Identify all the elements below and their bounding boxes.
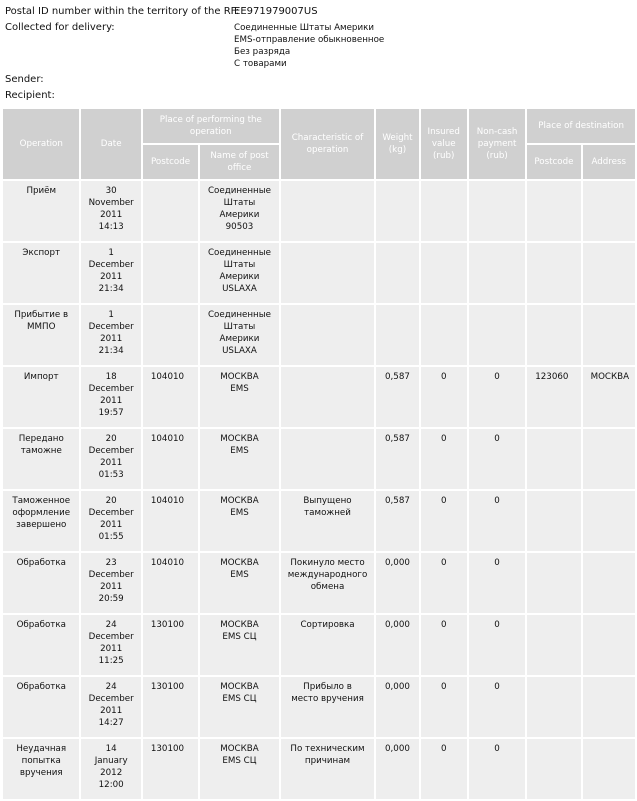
header-date: Date <box>81 109 140 179</box>
date-cell-line: 21:34 <box>98 346 124 356</box>
date-cell-line: 12:00 <box>98 780 124 790</box>
noncash-payment-cell: 0 <box>469 739 525 799</box>
date-cell-line: 24 <box>105 682 117 692</box>
date-cell-line: 23 <box>105 558 117 568</box>
post-office-cell <box>200 491 279 551</box>
date-cell-line: 20 <box>105 434 117 444</box>
postal-id-value: EE971979007US <box>234 6 318 17</box>
date-cell-line: 2011 <box>100 210 123 220</box>
dest-address-cell <box>583 305 635 365</box>
dest-postcode-cell <box>527 615 580 675</box>
post-office-cell <box>200 553 279 613</box>
post-office-cell <box>200 243 279 303</box>
date-cell-line: December <box>88 446 134 456</box>
dest-address-cell <box>583 243 635 303</box>
noncash-payment-cell: 0 <box>469 677 525 737</box>
table-row <box>3 367 635 427</box>
sender-label: Sender: <box>5 74 44 85</box>
post-office-cell-line: EMS СЦ <box>222 756 257 766</box>
header-place-performing: Place of performing the operation <box>143 109 279 143</box>
operation-cell: Передано таможне <box>3 429 79 489</box>
operation-cell: Таможенное оформление завершено <box>3 491 79 551</box>
operation-cell: Обработка <box>3 553 79 613</box>
header-insured-value: Insured value (rub) <box>421 109 467 179</box>
date-cell-line: 2011 <box>100 582 123 592</box>
postcode-cell: 130100 <box>143 739 198 799</box>
date-cell-line: December <box>88 322 134 332</box>
date-cell <box>81 305 140 365</box>
date-cell-line: January <box>94 756 128 766</box>
characteristic-cell <box>281 553 375 613</box>
noncash-payment-cell: 0 <box>469 367 525 427</box>
weight-cell <box>376 181 418 241</box>
date-cell-line: 11:25 <box>98 656 124 666</box>
post-office-cell <box>200 367 279 427</box>
insured-value-cell: 0 <box>421 677 467 737</box>
post-office-cell-line: USLAXA <box>222 284 257 294</box>
tracking-rows <box>3 181 635 799</box>
post-office-cell-line: Америки <box>219 334 260 344</box>
date-cell <box>81 491 140 551</box>
post-office-cell-line: МОСКВА <box>220 620 259 630</box>
date-cell-line: 1 <box>108 310 114 320</box>
dest-postcode-cell <box>527 181 580 241</box>
recipient-label: Recipient: <box>5 90 55 101</box>
date-cell-line: November <box>88 198 134 208</box>
date-cell-line: 21:34 <box>98 284 124 294</box>
postcode-cell: 104010 <box>143 491 198 551</box>
date-cell-line: 19:57 <box>98 408 124 418</box>
post-office-cell-line: EMS <box>230 384 249 394</box>
noncash-payment-cell: 0 <box>469 553 525 613</box>
post-office-cell-line: Штаты <box>223 198 256 208</box>
post-office-cell-line: МОСКВА <box>220 744 259 754</box>
noncash-payment-cell <box>469 243 525 303</box>
date-cell-line: 01:53 <box>98 470 124 480</box>
insured-value-cell: 0 <box>421 429 467 489</box>
postcode-cell <box>143 243 198 303</box>
date-cell-line: 2011 <box>100 520 123 530</box>
dest-postcode-cell <box>527 553 580 613</box>
date-cell-line: 2011 <box>100 644 123 654</box>
noncash-payment-cell <box>469 181 525 241</box>
post-office-cell-line: 90503 <box>225 222 254 232</box>
date-cell-line: 30 <box>105 186 117 196</box>
collected-label: Collected for delivery: <box>5 22 115 33</box>
header-noncash-payment: Non-cash payment (rub) <box>469 109 525 179</box>
table-row <box>3 243 635 303</box>
insured-value-cell <box>421 181 467 241</box>
insured-value-cell: 0 <box>421 491 467 551</box>
dest-address-cell <box>583 429 635 489</box>
date-cell <box>81 615 140 675</box>
post-office-cell-line: Соединенные <box>207 186 271 196</box>
post-office-cell <box>200 615 279 675</box>
dest-address-cell <box>583 677 635 737</box>
insured-value-cell <box>421 305 467 365</box>
post-office-cell-line: Соединенные <box>207 310 271 320</box>
characteristic-cell <box>281 243 375 303</box>
date-cell-line: 2011 <box>100 458 123 468</box>
date-cell-line: 20:59 <box>98 594 124 604</box>
dest-postcode-cell <box>527 429 580 489</box>
date-cell-line: December <box>88 570 134 580</box>
post-office-cell-line: EMS <box>230 446 249 456</box>
post-office-cell-line: Штаты <box>223 322 256 332</box>
date-cell <box>81 181 140 241</box>
date-cell-line: 2011 <box>100 706 123 716</box>
table-row <box>3 553 635 613</box>
weight-cell: 0,000 <box>376 739 418 799</box>
post-office-cell-line: Америки <box>219 272 260 282</box>
date-cell-line: 2011 <box>100 272 123 282</box>
weight-cell: 0,000 <box>376 615 418 675</box>
table-row <box>3 677 635 737</box>
post-office-cell-line: USLAXA <box>222 346 257 356</box>
weight-cell <box>376 305 418 365</box>
dest-postcode-cell: 123060 <box>527 367 580 427</box>
characteristic-cell-line: место вручения <box>291 694 364 704</box>
dest-postcode-cell <box>527 305 580 365</box>
characteristic-cell-line: Выпущено <box>303 496 352 506</box>
dest-address-cell: МОСКВА <box>583 367 635 427</box>
collected-line-country: Соединенные Штаты Америки <box>234 23 374 33</box>
characteristic-cell <box>281 367 375 427</box>
post-office-cell <box>200 429 279 489</box>
tracking-table <box>1 107 637 801</box>
postal-id-label: Postal ID number within the territory of the RF: <box>5 6 239 17</box>
header-dest-postcode: Postcode <box>527 145 580 179</box>
date-cell-line: 1 <box>108 248 114 258</box>
postcode-cell: 104010 <box>143 429 198 489</box>
date-cell-line: 2011 <box>100 334 123 344</box>
date-cell <box>81 243 140 303</box>
post-office-cell-line: Штаты <box>223 260 256 270</box>
noncash-payment-cell: 0 <box>469 429 525 489</box>
dest-address-cell <box>583 615 635 675</box>
post-office-cell <box>200 677 279 737</box>
insured-value-cell <box>421 243 467 303</box>
date-cell-line: 14:13 <box>98 222 124 232</box>
characteristic-cell <box>281 615 375 675</box>
characteristic-cell-line: Сортировка <box>300 620 355 630</box>
collected-line-type: EMS-отправление обыкновенное <box>234 35 385 45</box>
table-row <box>3 615 635 675</box>
header-postcode: Postcode <box>143 145 198 179</box>
header-weight: Weight (kg) <box>376 109 418 179</box>
post-office-cell-line: Америки <box>219 210 260 220</box>
dest-address-cell <box>583 553 635 613</box>
header-destination: Place of destination <box>527 109 635 143</box>
characteristic-cell <box>281 305 375 365</box>
dest-postcode-cell <box>527 677 580 737</box>
post-office-cell-line: EMS СЦ <box>222 694 257 704</box>
date-cell-line: 14:27 <box>98 718 124 728</box>
noncash-payment-cell: 0 <box>469 615 525 675</box>
date-cell-line: December <box>88 384 134 394</box>
post-office-cell-line: EMS <box>230 570 249 580</box>
post-office-cell-line: EMS СЦ <box>222 632 257 642</box>
date-cell-line: 01:55 <box>98 532 124 542</box>
characteristic-cell-line: причинам <box>304 756 351 766</box>
post-office-cell <box>200 739 279 799</box>
noncash-payment-cell <box>469 305 525 365</box>
date-cell <box>81 553 140 613</box>
insured-value-cell: 0 <box>421 739 467 799</box>
date-cell-line: 2012 <box>100 768 123 778</box>
post-office-cell-line: МОСКВА <box>220 372 259 382</box>
date-cell <box>81 367 140 427</box>
post-office-cell-line: Соединенные <box>207 248 271 258</box>
date-cell <box>81 739 140 799</box>
table-row <box>3 429 635 489</box>
insured-value-cell: 0 <box>421 553 467 613</box>
weight-cell: 0,000 <box>376 553 418 613</box>
operation-cell: Импорт <box>3 367 79 427</box>
date-cell-line: December <box>88 694 134 704</box>
dest-address-cell <box>583 181 635 241</box>
characteristic-cell <box>281 739 375 799</box>
date-cell <box>81 677 140 737</box>
table-row <box>3 739 635 799</box>
date-cell-line: 18 <box>105 372 117 382</box>
characteristic-cell <box>281 181 375 241</box>
table-row <box>3 305 635 365</box>
post-office-cell-line: МОСКВА <box>220 558 259 568</box>
postcode-cell: 130100 <box>143 615 198 675</box>
header-operation: Operation <box>3 109 79 179</box>
date-cell <box>81 429 140 489</box>
date-cell-line: 24 <box>105 620 117 630</box>
dest-postcode-cell <box>527 243 580 303</box>
characteristic-cell <box>281 677 375 737</box>
insured-value-cell: 0 <box>421 367 467 427</box>
characteristic-cell-line: таможней <box>304 508 351 518</box>
weight-cell: 0,587 <box>376 429 418 489</box>
post-office-cell-line: МОСКВА <box>220 682 259 692</box>
table-row <box>3 491 635 551</box>
post-office-cell <box>200 305 279 365</box>
insured-value-cell: 0 <box>421 615 467 675</box>
operation-cell: Неудачная попытка вручения <box>3 739 79 799</box>
characteristic-cell-line: международного <box>287 570 368 580</box>
characteristic-cell <box>281 429 375 489</box>
operation-cell: Приём <box>3 181 79 241</box>
characteristic-cell-line: Покинуло место <box>290 558 365 568</box>
dest-postcode-cell <box>527 491 580 551</box>
operation-cell: Прибытие в ММПО <box>3 305 79 365</box>
weight-cell <box>376 243 418 303</box>
dest-address-cell <box>583 739 635 799</box>
noncash-payment-cell: 0 <box>469 491 525 551</box>
characteristic-cell <box>281 491 375 551</box>
date-cell-line: 2011 <box>100 396 123 406</box>
operation-cell: Экспорт <box>3 243 79 303</box>
date-cell-line: 14 <box>105 744 117 754</box>
dest-address-cell <box>583 491 635 551</box>
table-row <box>3 181 635 241</box>
characteristic-cell-line: По техническим <box>290 744 365 754</box>
weight-cell: 0,000 <box>376 677 418 737</box>
operation-cell: Обработка <box>3 615 79 675</box>
header-post-office-name: Name of post office <box>200 145 279 179</box>
header-dest-address: Address <box>583 145 635 179</box>
postcode-cell: 130100 <box>143 677 198 737</box>
postcode-cell <box>143 305 198 365</box>
date-cell-line: December <box>88 260 134 270</box>
weight-cell: 0,587 <box>376 367 418 427</box>
weight-cell: 0,587 <box>376 491 418 551</box>
characteristic-cell-line: Прибыло в <box>303 682 352 692</box>
shipment-info <box>0 0 637 107</box>
collected-line-contents: С товарами <box>234 59 287 69</box>
date-cell-line: December <box>88 632 134 642</box>
postcode-cell: 104010 <box>143 553 198 613</box>
post-office-cell-line: МОСКВА <box>220 434 259 444</box>
post-office-cell-line: EMS <box>230 508 249 518</box>
operation-cell: Обработка <box>3 677 79 737</box>
date-cell-line: 20 <box>105 496 117 506</box>
postcode-cell: 104010 <box>143 367 198 427</box>
header-characteristic: Characteristic of operation <box>281 109 375 179</box>
characteristic-cell-line: обмена <box>310 582 345 592</box>
postcode-cell <box>143 181 198 241</box>
collected-line-class: Без разряда <box>234 47 291 57</box>
post-office-cell <box>200 181 279 241</box>
date-cell-line: December <box>88 508 134 518</box>
dest-postcode-cell <box>527 739 580 799</box>
post-office-cell-line: МОСКВА <box>220 496 259 506</box>
